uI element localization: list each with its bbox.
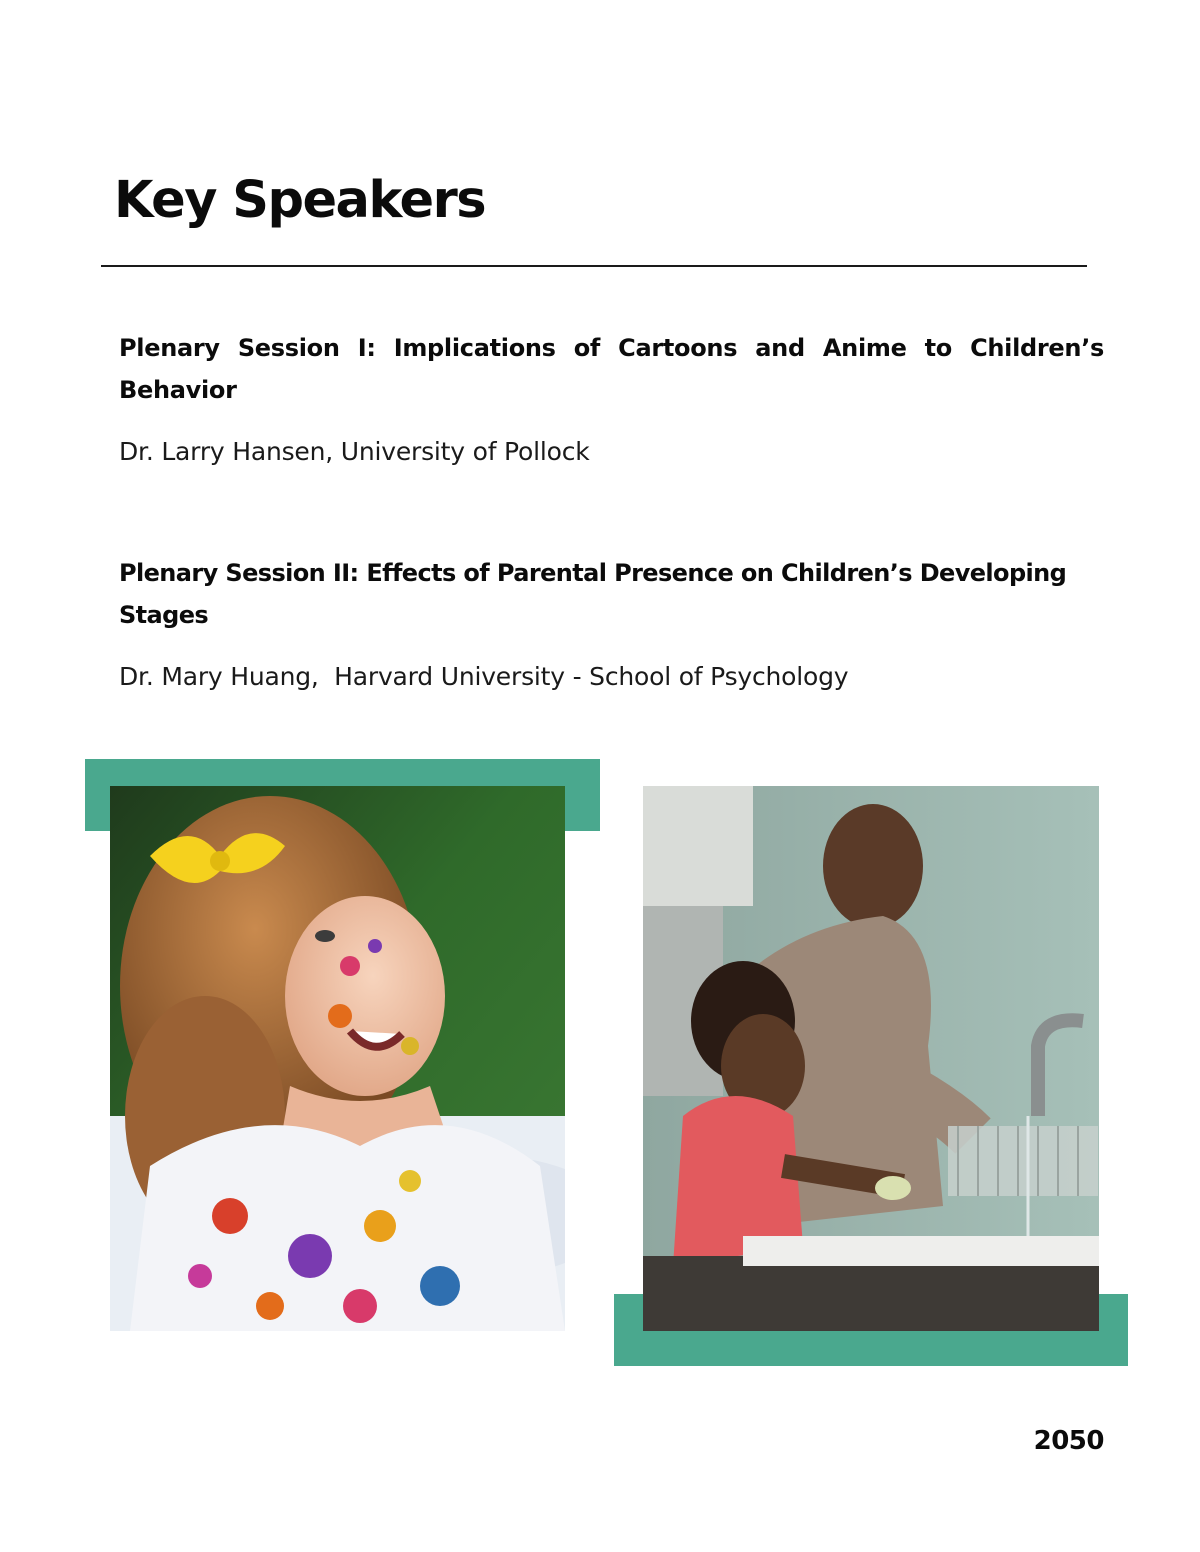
session-speaker-1: Dr. Larry Hansen, University of Pollock: [119, 437, 590, 466]
page-title: Key Speakers: [114, 171, 486, 230]
title-divider: [101, 265, 1087, 267]
photo-father-daughter-sink: [643, 786, 1099, 1331]
page-year: 2050: [1033, 1426, 1104, 1456]
session-title-1: Plenary Session I: Implications of Cartoons and Anime to Children’s Behavior: [119, 334, 1104, 404]
photo-painted-girl: [110, 786, 565, 1331]
session-title-2: Plenary Session II: Effects of Parental Presence on Children’s Developing Stages: [119, 559, 1067, 629]
session-speaker-2: Dr. Mary Huang, Harvard University - School of Psychology: [119, 662, 849, 691]
session-block-1: [119, 327, 1104, 472]
session-block-2: [119, 552, 1104, 697]
